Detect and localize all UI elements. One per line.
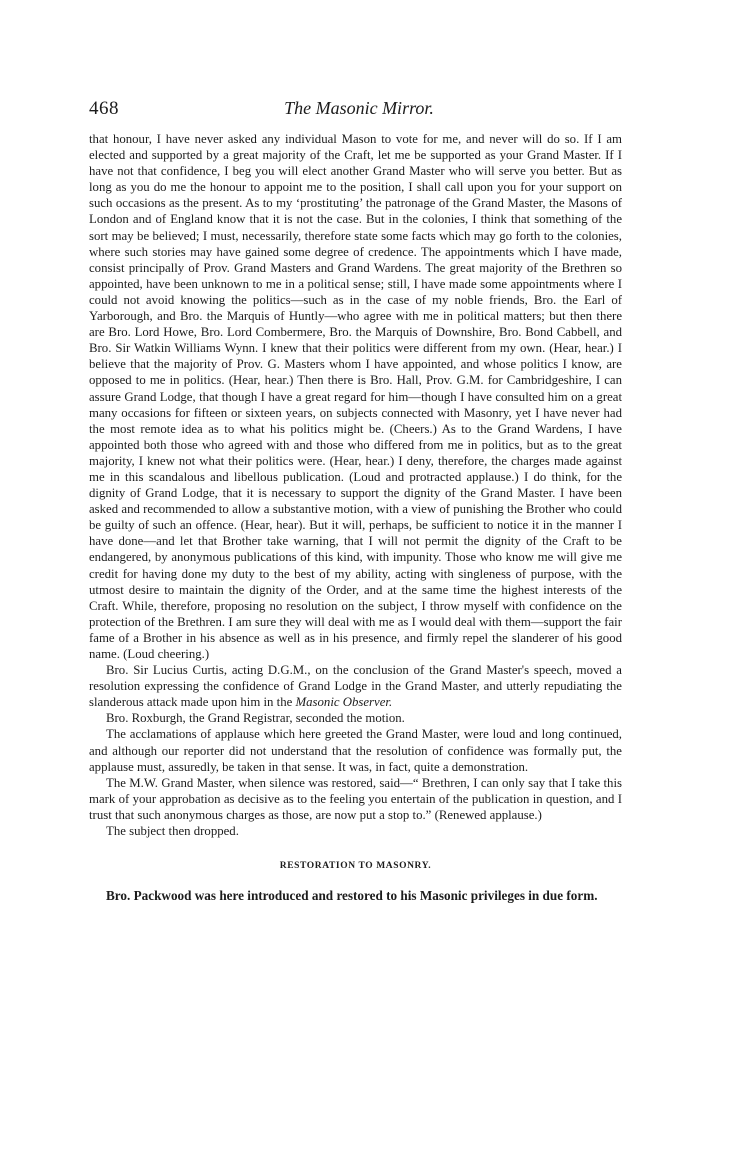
applause-paragraph: The acclamations of applause which here greeted the Grand Master, were loud and long continued, and although our reporter did not understand that the resolution of confidence was formally put, the applause must, assuredly, be taken in that sense. It was, in fact, quite a demonstration. bbox=[89, 727, 622, 774]
speech-paragraph: that honour, I have never asked any individual Mason to vote for me, and never will do so. If I am elected and supported by a great majority of the Craft, let me be supported as your Grand Master. If I have not that confidence, I beg you will elect another Grand Master who will serve you better. But as long as you do me the honour to appoint me to the position, I shall call upon you for your support on such occasions as the present. As to my ‘prostituting’ the patronage of the Grand Master, the Masons of London and of England know that it is not the case. But in the colonies, I think that something of the sort may be believed; I must, necessarily, therefore state some facts which may go forth to the colonies, where such stories may have gained some degree of credence. The appointments which I have made, consist principally of Prov. Grand Masters and Grand Wardens. The great majority of the Brethren so appointed, have been unknown to me in a political sense; still, I have made some appointments where I could not avoid knowing the politics—such as in the case of my noble friends, Bro. the Earl of Yarborough, and Bro. the Marquis of Huntly—who agree with me in political matters; but then there are Bro. Lord Howe, Bro. Lord Combermere, Bro. the Marquis of Downshire, Bro. Bond Cabbell, and Bro. Sir Watkin Williams Wynn. I knew that their politics were different from my own. (Hear, hear.) I believe that the majority of Prov. G. Masters whom I have appointed, and whose politics I know, are opposed to me in politics. (Hear, hear.) Then there is Bro. Hall, Prov. G.M. for Cambridgeshire, I can assure Grand Lodge, that though I have a great regard for him—though I have consulted him on a great many occasions for fifteen or sixteen years, on subjects connected with Masonry, yet I have never had the most remote idea as to what his politics might be. (Cheers.) As to the Grand Wardens, I have appointed both those who agreed with and those who differed from me in politics, but as to the great majority, I knew not what their politics were. (Hear, hear.) I deny, therefore, the charges made against me in this scandalous and libellous publication. (Loud and protracted applause.) I do think, for the dignity of Grand Lodge, that it is necessary to support the dignity of the Grand Master. I have been asked and recommended to allow a substantive motion, with a view of punishing the Brother who could be guilty of such an offence. (Hear, hear). But it will, perhaps, be sufficient to notice it in the manner I have done—and let that Brother take warning, that I will not permit the dignity of the Craft to be endangered, by anonymous publications of this kind, with impunity. Those who know me will give me credit for having done my duty to the best of my ability, acting with singleness of purpose, with the utmost desire to maintain the dignity of the Order, and at the same time the highest interests of the Craft. While, therefore, proposing no resolution on the subject, I throw myself with confidence on the protection of the Brethren. I am sure they will deal with me as I would deal with them—support the fair fame of a Brother in his absence as well as in his presence, and firmly repel the slanderer of his good name. (Loud cheering.) bbox=[89, 132, 622, 661]
reply-paragraph: The M.W. Grand Master, when silence was restored, said—“ Brethren, I can only say that I take this mark of your approbation as decisive as to the feeling you entertain of the publication in question, and I trust that such anonymous charges as those, are now put a stop to.” (Renewed applause.) bbox=[89, 775, 622, 822]
restoration-paragraph: Bro. Packwood was here introduced and restored to his Masonic privileges in due form. bbox=[106, 888, 598, 904]
seconding-paragraph: Bro. Roxburgh, the Grand Registrar, seconded the motion. bbox=[106, 711, 405, 726]
running-title: The Masonic Mirror. bbox=[284, 98, 434, 118]
publication-name: Masonic Observer. bbox=[295, 695, 393, 710]
section-heading: RESTORATION TO MASONRY. bbox=[279, 861, 432, 872]
resolution-paragraph bbox=[89, 662, 622, 710]
closing-paragraph: The subject then dropped. bbox=[106, 824, 239, 839]
page-number: 468 bbox=[89, 98, 119, 119]
page-header bbox=[89, 98, 629, 122]
resolution-text: Bro. Sir Lucius Curtis, acting D.G.M., on the conclusion of the Grand Master's speech, moved a resolution expressing the confidence of Grand Lodge in the Grand Master, and utterly repudiating the slanderous attack made upon him in the bbox=[89, 663, 622, 710]
article-body bbox=[89, 131, 622, 904]
